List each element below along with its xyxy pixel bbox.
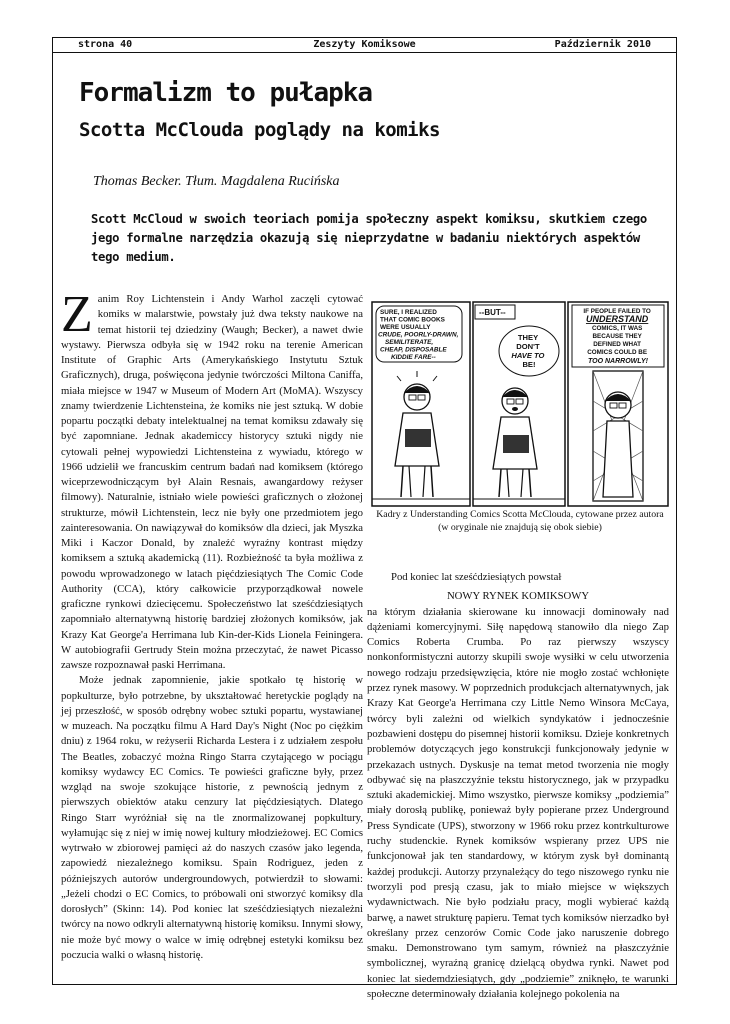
caption-line-2: (w oryginale nie znajdują się obok siebie)	[438, 522, 602, 533]
right-column	[367, 570, 669, 1002]
issue-date: Październik 2010	[554, 39, 651, 50]
comic-panel-2	[473, 302, 565, 506]
panel1-line-1: SURE, I REALIZED	[380, 309, 437, 316]
comic-caption	[371, 508, 669, 534]
panel3-line-4: BECAUSE THEY	[592, 333, 642, 340]
panel3-line-2: UNDERSTAND	[585, 314, 649, 324]
comic-panel-3	[568, 302, 668, 506]
caption-line-1: Kadry z Understanding Comics Scotta McClouda, cytowane przez autora	[376, 509, 664, 520]
lead-paragraph: Scott McCloud w swoich teoriach pomija społeczny aspekt komiksu, skutkiem czego jego formalne narzędzia okazują się nieprzydatne w badaniu niektórych aspektów tego medium.	[91, 212, 647, 264]
panel2-line-1: THEY	[517, 333, 538, 342]
author-line: Thomas Becker. Tłum. Magdalena Rucińska	[93, 174, 340, 189]
right-paragraph-1: na którym działania skierowane ku innowacji dominowały nad dążeniami komercyjnymi. Siłę napędową stanowiło dla niego Zap Comics Roberta Crumba. Po raz pierwszy wszyscy nonkonformistyczni autorzy skupili swoje wysiłki w celu utworzenia nowego rodzaju przedsięwzięcia, które nie mogło zostać wchłonięte przez rynek masowy. W poprzednich produkcjach alternatywnych, jak Krazy Kat George'a Herrimana czy Little Nemo Winsora McCaya, twórcy byli zależni od wielkich syndykatów i jednocześnie pozbawieni dostępu do pisemnej historii komiksu. Dzieje konkretnych problemów dotyczących jego konstrukcji funkcjonowały jedynie w przekazach ustnych. Dyskusje na temat metod tworzenia nie mogły odbywać się na płaszczyźnie tekstu historycznego, jak w przypadku sztuki akademickiej. Mimo wszystko, pierwsze komiksy „podziemia” miały dorosłą publikę, ponieważ były popierane przez Underground Press Syndicate (UPS), stworzony w 1966 roku przez kontrkulturowe ruchy studenckie. Rynek komiksów wspierany przez UPS nie funkcjonował jak ten standardowy, w którym zysk był dominantą każdej produkcji. Autorzy przynależący do tego niszowego rynku nie tworzyli pod presją czasu, jak to miało miejsce w większych wydawnictwach. Nie było podziału pracy, mogli wybierać każdą barwę, a nawet strukturę papieru. Temat tych komiksów nierzadko był określany przez cenzorów Comic Code jako naruszenie dobrego smaku. Demonstrowano tym samym, również na płaszczyźnie symbolicznej, wyraźną granicę dzielącą obydwa rynki. Nawet pod koniec lat siedemdziesiątych, gdy „podziemie” zniknęło, te warunki społeczne determinowały działania kolejnego pokolenia na	[367, 605, 669, 1001]
panel2-line-3: HAVE TO	[511, 351, 545, 360]
panel3-line-7: TOO NARROWLY!	[587, 358, 649, 365]
left-column	[61, 286, 363, 963]
left-paragraph-1-text: anim Roy Lichtenstein i Andy Warhol zaczęli cytować komiks w malarstwie, powstały już dwa teksty naukowe na temat historii tej dziedziny (Waugh; Becker), a nawet dwie wystawy. Pierwsza odbyła się w 1942 roku na terenie American Institute of Graphic Arts (Amerykańskiego Instytutu Sztuk Graficznych), druga, poświęcona jedynie twórczości Miltona Caniffa, miała miejsce w 1947 w Museum of Modern Art (MoMA). Wszyscy znamy twierdzenie Lichtensteina, że komiks nie jest sztuką. W dobie popartu początki debaty intelektualnej na temat komiksu zdawały się być zapomniane. Jednak akademiccy historycy sztuki nigdy nie cytowali pełnej wypowiedzi Lichtensteina z wywiadu, którego w 1966 udzielił we francuskim centrum badań nad komiksem (którego wiceprzewodniczącym był Alain Resnais, awangardowy reżyser filmowy). Naturalnie, istniało wiele powieści graficznych o złożonej strukturze, mówił Lichtenstein, lecz nie były one przedmiotem jego zainteresowania. On nawiązywał do komiksów dla dzieci, jak Myszka Miki i Kaczor Donald, by znaleźć wyraźny kontrast między komiksem a sztuką akademicką (11). Rozbieżność ta była możliwa z powodu wprowadzonego w latach pięćdziesiątych The Comic Code Authority (CCA), który całkowicie przyporządkował nowele graficzne rynkowi dziecięcemu. Społeczeństwo lat sześćdziesiątych zapomniało alternatywną historię bardziej złożonych komiksów, jak Krazy Kat George'a Herrimana lub Kin-der-Kids Lionela Feiningera. W autobiografii Gertrudy Stein można przeczytać, że nawet Picasso zawsze rozpoznawał paski Herrimana.	[61, 293, 363, 671]
panel3-line-3: COMICS, IT WAS	[591, 325, 643, 332]
panel1-line-5: SEMILITERATE,	[385, 339, 434, 346]
panel3-line-5: DEFINED WHAT	[593, 341, 642, 348]
page-frame	[52, 37, 677, 1001]
running-header	[53, 38, 676, 53]
drop-cap: Z	[61, 286, 93, 343]
page-number: strona 40	[78, 39, 133, 50]
comic-strip	[371, 301, 669, 508]
panel1-line-2: THAT COMIC BOOKS	[380, 316, 445, 324]
panel2-line-2: DON'T	[516, 342, 540, 351]
comic-panel-1	[372, 302, 470, 506]
left-paragraph-1	[61, 286, 363, 673]
left-paragraph-2: Może jednak zapomnienie, jakie spotkało tę historię w popkulturze, było potrzebne, by ukształtować heretyckie poglądy na jej przeszłość, w sposób odrębny wobec sztuki popartu, wystawianej w muzeach. Na początku filmu A Hard Day's Night (Noc po ciężkim dniu) z 1964 roku, w reżyserii Richarda Lestera i z udziałem zespołu The Beatles, zobaczyć można Ringo Starra czytającego w pociągu komiksy wydawcy EC Comics. Te powieści graficzne były, przez wzgląd na swoje szokujące historie, z pewnością jednym z pierwszych obiektów ataku cenzury lat pięćdziesiątych. Dlatego Ringo Starr wyróżniał się na tle znormalizowanej popkultury, wyłamując się z niej w imię nowej kultury młodzieżowej. EC Comics wytrwało w zbiorowej pamięci aż do naszych czasów jako legenda, zapowiedź niezależnego komiksu. Spain Rodriguez, jeden z późniejszych autorów undergroundowych, potwierdził to słowami: „Jeżeli chodzi o EC Comics, to próbowali oni stworzyć komiksy dla dorosłych” (Skinn: 14). Pod koniec lat sześćdziesiątych niezależni twórcy na nowo odkryli alternatywną historię komiksu. Innymi słowy, nie może być mowy o walce w imię odrębnej estetyki komiksu bez poczucia walki o własną historię.	[61, 674, 363, 961]
section-heading: NOWY RYNEK KOMIKSOWY	[446, 590, 590, 603]
panel3-line-1: IF PEOPLE FAILED TO	[583, 308, 651, 315]
panel2-line-4: BE!	[522, 360, 536, 369]
article-subtitle: Scotta McClouda poglądy na komiks	[79, 119, 440, 141]
panel1-line-6: CHEAP, DISPOSABLE	[380, 346, 447, 354]
right-intro: Pod koniec lat sześćdziesiątych powstał	[391, 571, 562, 583]
panel2-caption: --BUT--	[479, 308, 506, 317]
article-title: Formalizm to pułapka	[79, 78, 373, 108]
panel1-line-7: KIDDIE FARE--	[391, 354, 436, 361]
panel3-line-6: COMICS COULD BE	[587, 349, 648, 356]
panel1-line-3: WERE USUALLY	[380, 324, 431, 331]
panel1-line-4: CRUDE, POORLY-DRAWN,	[378, 331, 459, 339]
journal-name: Zeszyty Komiksowe	[313, 39, 416, 50]
